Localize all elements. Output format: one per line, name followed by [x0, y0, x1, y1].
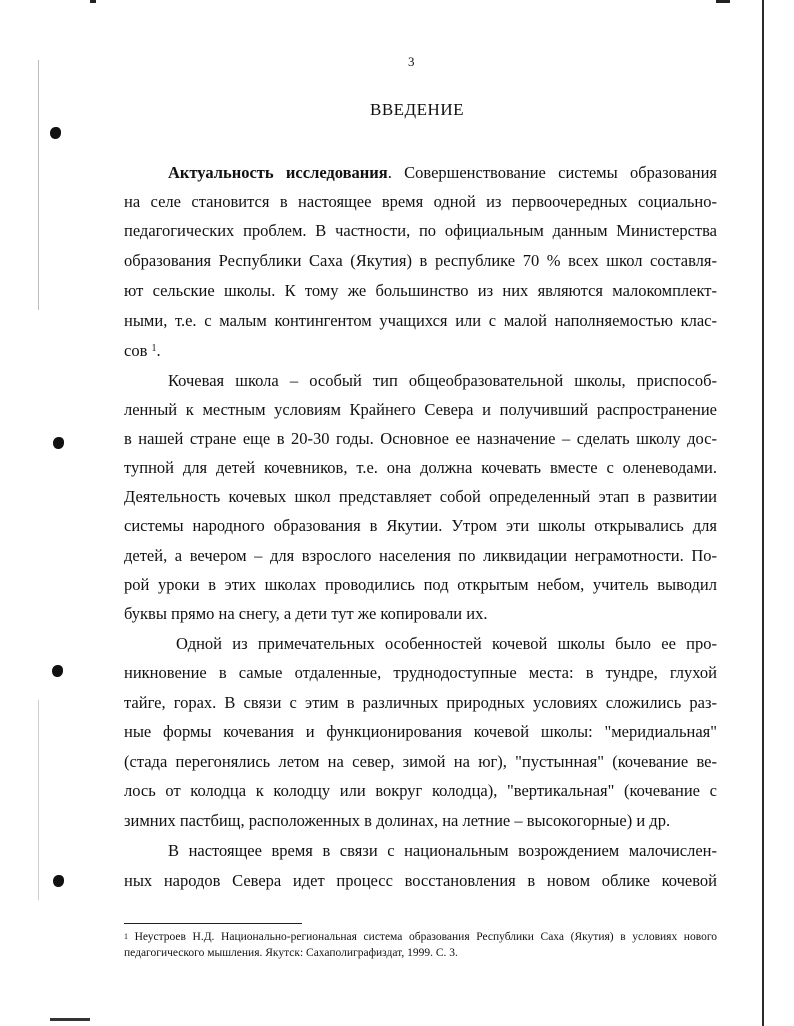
- footnote-mark: 1: [124, 932, 128, 941]
- scan-mark-bottom: [50, 1018, 90, 1021]
- paragraph-line: детей, а вечером – для взрослого населения по ликвидации неграмотности. По-: [124, 546, 717, 565]
- footnote-line: [124, 929, 717, 945]
- scan-edge-right: [762, 0, 764, 1026]
- paragraph-line: педагогических проблем. В частности, по официальным данным Министерства: [124, 221, 717, 240]
- paragraph-line: Кочевая школа – особый тип общеобразовательной школы, приспособ-: [168, 371, 717, 390]
- paragraph-line: тайге, горах. В связи с этим в различных природных условиях сложились раз-: [124, 693, 717, 712]
- paragraph-line: [168, 159, 717, 187]
- text-span: .: [156, 341, 161, 360]
- paragraph-line: на селе становится в настоящее время одной из первоочередных социально-: [124, 192, 717, 211]
- paragraph-line: [124, 337, 717, 365]
- page-number: 3: [408, 54, 415, 69]
- footnote-line: педагогического мышления. Якутск: Сахаполиграфиздат, 1999. С. 3.: [124, 947, 458, 959]
- text-span: . Совершенствование системы образования: [387, 163, 717, 182]
- scan-edge-left: [38, 60, 39, 310]
- punch-hole-mark: [53, 437, 64, 449]
- lead-term: Актуальность исследования: [168, 163, 388, 182]
- punch-hole-mark: [50, 127, 61, 139]
- paragraph-line: никновение в самые отдаленные, труднодоступные места: в тундре, глухой: [124, 663, 717, 682]
- paragraph-line: рой уроки в этих школах проводились под открытым небом, учитель выводил: [124, 575, 717, 594]
- paragraph-line: ными, т.е. с малым контингентом учащихся или с малой наполняемостью клас-: [124, 311, 717, 330]
- footnote-divider: [124, 923, 302, 924]
- paragraph-line: ные формы кочевания и функционирования кочевой школы: "меридиальная": [124, 722, 717, 741]
- paragraph-line: ленный к местным условиям Крайнего Севера и получивший распространение: [124, 400, 717, 419]
- page-title: ВВЕДЕНИЕ: [370, 100, 464, 119]
- footnote-ref: 1: [151, 343, 157, 354]
- text-span: сов: [124, 341, 148, 360]
- paragraph-line: в нашей стране еще в 20-30 годы. Основное ее назначение – сделать школу дос-: [124, 429, 717, 448]
- paragraph-line: Одной из примечательных особенностей кочевой школы было ее про-: [176, 634, 717, 653]
- scan-edge-left: [38, 700, 39, 900]
- punch-hole-mark: [52, 665, 63, 677]
- paragraph-line: тупной для детей кочевников, т.е. она должна кочевать вместе с оленеводами.: [124, 458, 717, 477]
- paragraph-line: системы народного образования в Якутии. Утром эти школы открывались для: [124, 516, 717, 535]
- paragraph-line: ют сельские школы. К тому же большинство из них являются малокомплект-: [124, 281, 717, 300]
- paragraph-line: В настоящее время в связи с национальным возрождением малочислен-: [168, 841, 717, 860]
- punch-hole-mark: [53, 875, 64, 887]
- scan-mark-top: [90, 0, 96, 3]
- paragraph-line: лось от колодца к колодцу или вокруг колодца), "вертикальная" (кочевание с: [124, 781, 717, 800]
- paragraph-line: зимних пастбищ, расположенных в долинах, на летние – высокогорные) и др.: [124, 811, 671, 830]
- paragraph-line: буквы прямо на снегу, а дети тут же копировали их.: [124, 604, 488, 623]
- text-span: Неустроев Н.Д. Национально-региональная система образования Республики Саха (Якутия) в условиях нового: [128, 931, 717, 943]
- paragraph-line: (стада перегонялись летом на север, зимой на юг), "пустынная" (кочевание ве-: [124, 752, 717, 771]
- paragraph-line: образования Республики Саха (Якутия) в республике 70 % всех школ составля-: [124, 251, 717, 270]
- paragraph-line: Деятельность кочевых школ представляет собой определенный этап в развитии: [124, 487, 717, 506]
- scan-mark-top: [716, 0, 730, 3]
- paragraph-line: ных народов Севера идет процесс восстановления в новом облике кочевой: [124, 871, 717, 890]
